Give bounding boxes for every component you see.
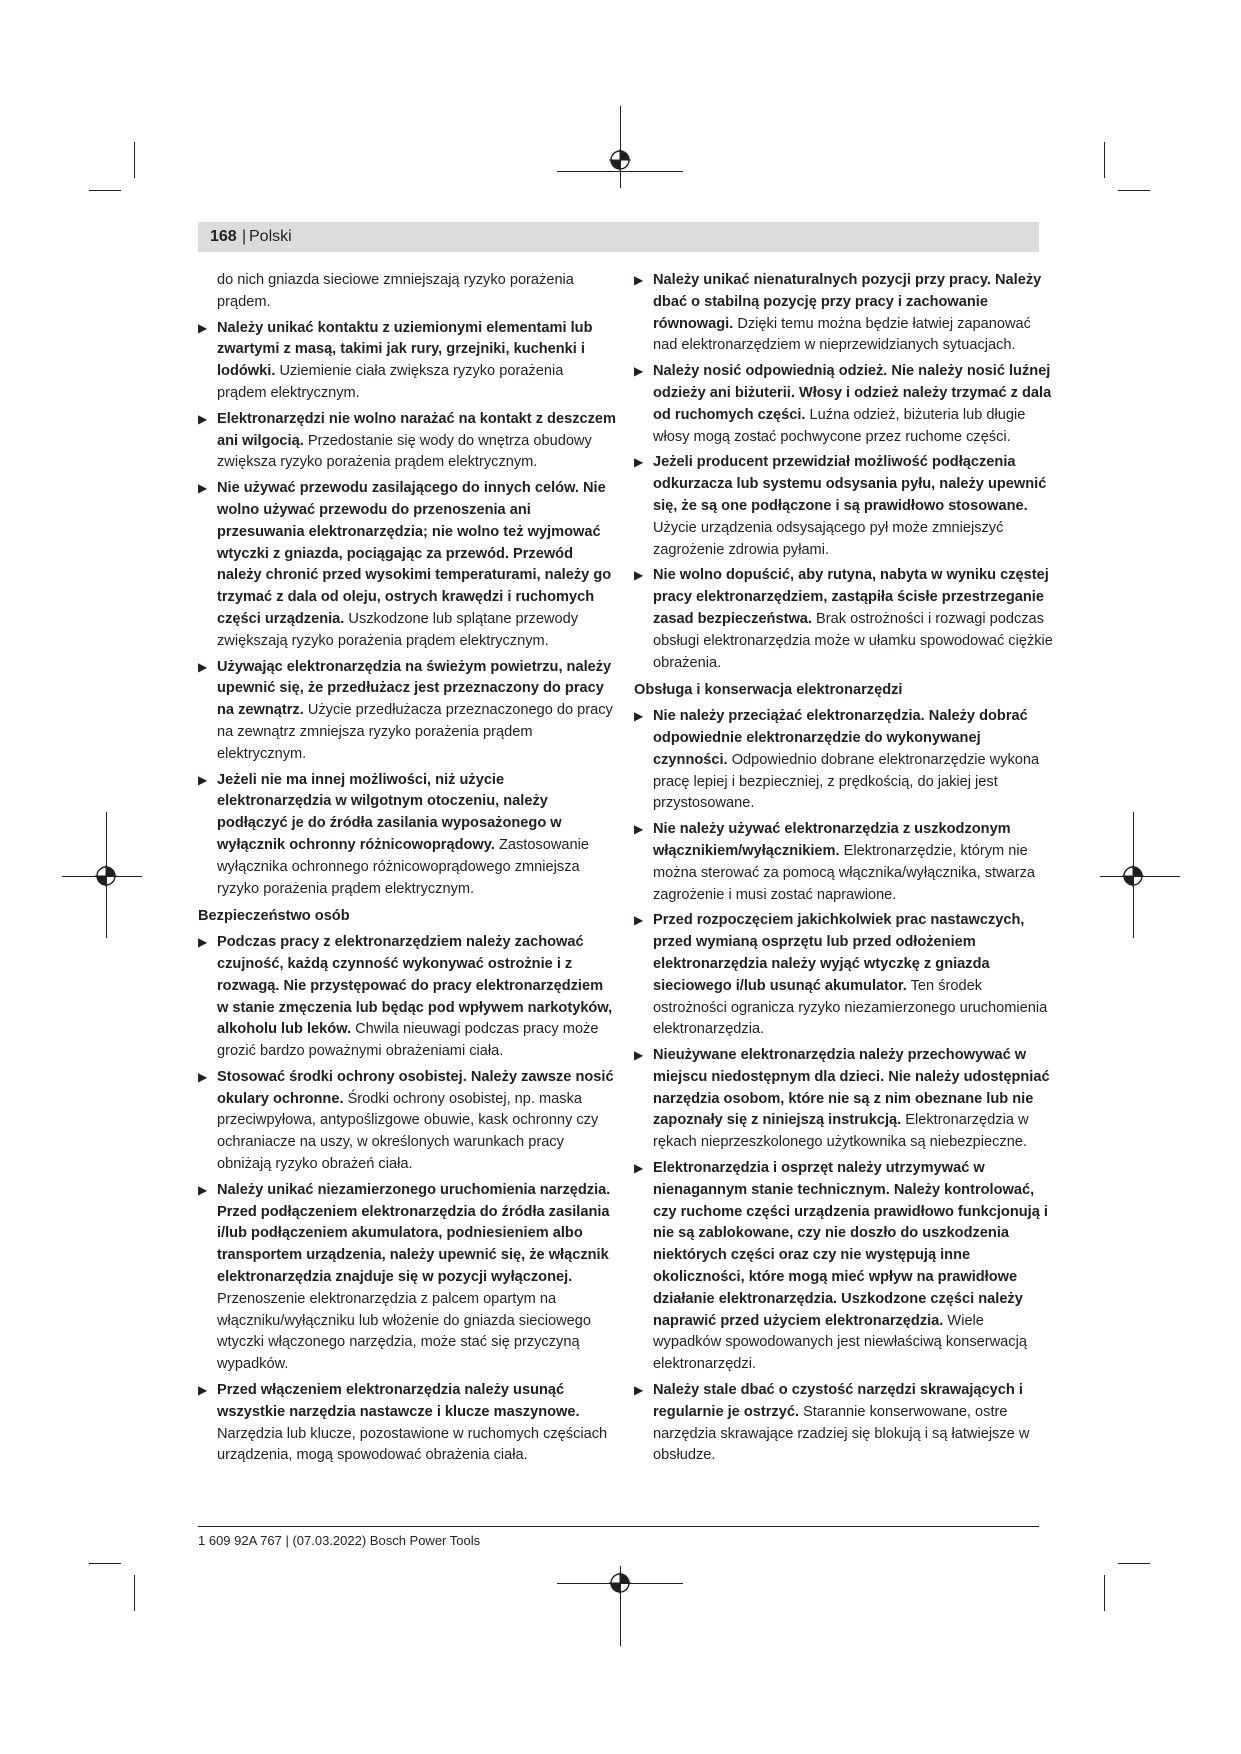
left-list-personal-safety bbox=[198, 932, 616, 1467]
warning-explanation-text: Starannie konserwowane, ostre narzędzia skrawające rzadziej się blokują i są łatwiejsze w obsłudze. bbox=[653, 1403, 1030, 1464]
header-language: Polski bbox=[249, 228, 292, 245]
list-item bbox=[198, 1180, 616, 1376]
warning-bold-text: Jeżeli nie ma innej możliwości, niż użycie elektronarzędzia w wilgotnym otoczeniu, należy podłączyć je do źródła zasilania wyposażonego w wyłącznik ochronny różnicowoprądowy. bbox=[217, 771, 562, 853]
list-item bbox=[634, 452, 1054, 561]
reg-line-top-vertical bbox=[620, 106, 621, 188]
warning-bold-text: Elektronarzędzia i osprzęt należy utrzymywać w nienagannym stanie technicznym. Należy kontrolować, czy ruchome części urządzenia prawidłowo funkcjonują i nie są zablokowane, czy nie doszło do uszkodzenia niektórych części oraz czy nie występują inne okoliczności, które mogą mieć wpływ na prawidłowe działanie elektronarzędzia. Uszkodzone części należy naprawić przed użyciem elektronarzędzia. bbox=[653, 1160, 1048, 1329]
list-item bbox=[634, 1158, 1054, 1376]
continuation-text: do nich gniazda sieciowe zmniejszają ryzyko porażenia prądem. bbox=[217, 272, 574, 310]
registration-mark-icon bbox=[1122, 865, 1144, 887]
warning-explanation-text: Narzędzia lub klucze, pozostawione w ruchomych częściach urządzenia, mogą spowodować obrażenia ciała. bbox=[217, 1425, 608, 1464]
list-item bbox=[634, 565, 1054, 674]
warning-explanation-text: Użycie przedłużacza przeznaczonego do pracy na zewnątrz zmniejsza ryzyko porażenia prądem elektrycznym. bbox=[217, 702, 613, 762]
crop-mark-top-left-vertical bbox=[134, 142, 135, 178]
warning-explanation-text: Użycie urządzenia odsysającego pył może zmniejszyć zagrożenie zdrowia pyłami. bbox=[653, 519, 1004, 558]
triangle-right-icon: ▶ bbox=[634, 709, 644, 724]
triangle-right-icon: ▶ bbox=[634, 273, 644, 287]
warning-explanation-text: Uziemienie ciała zwiększa ryzyko porażenia prądem elektrycznym. bbox=[217, 363, 564, 401]
page-number: 168 bbox=[210, 228, 237, 245]
left-list-electrical bbox=[198, 318, 616, 901]
registration-mark-icon bbox=[609, 1572, 631, 1594]
triangle-right-icon: ▶ bbox=[634, 1048, 644, 1063]
warning-bold-text: Używając elektronarzędzia na świeżym powietrzu, należy upewnić się, że przedłużacz jest przeznaczony do pracy na zewnątrz. bbox=[217, 658, 612, 719]
warning-explanation-text: Brak ostrożności i rozwagi podczas obsługi elektronarzędzia może w ułamku spowodować ciężkie obrażenia. bbox=[653, 610, 1053, 671]
warning-bold-text: Należy unikać niezamierzonego uruchomienia narzędzia. Przed podłączeniem elektronarzędzia do źródła zasilania i/lub podłączeniem akumulatora, podniesieniem albo transportem urządzenia, należy upewnić się, że włącznik elektronarzędzia znajduje się w pozycji wyłączonej. bbox=[217, 1181, 611, 1286]
crop-mark-top-left-horizontal bbox=[89, 190, 121, 191]
warning-bold-text: Nie używać przewodu zasilającego do innych celów. Nie wolno używać przewodu do przenoszenia ani przesuwania elektronarzędzia; nie wolno też wyjmować wtyczki z gniazda, pociągając za przewód. Przewód należy chronić przed wysokimi temperaturami, należy go trzymać z dala od oleju, ostrych krawędzi i ruchomych części urządzenia. bbox=[217, 480, 612, 627]
warning-explanation-text: Środki ochrony osobistej, np. maska przeciwpyłowa, antypoślizgowe obuwie, kask ochronny czy ochraniacze na uszy, w określonych warunkach pracy obniżają ryzyko obrażeń ciała. bbox=[217, 1090, 599, 1173]
triangle-right-icon: ▶ bbox=[634, 568, 644, 583]
registration-mark-icon bbox=[95, 865, 117, 887]
list-item bbox=[198, 318, 616, 405]
triangle-right-icon: ▶ bbox=[198, 1069, 208, 1084]
warning-explanation-text: Przedostanie się wody do wnętrza obudowy zwiększa ryzyko porażenia prądem elektrycznym. bbox=[217, 432, 592, 471]
section-title-use-and-care: Obsługa i konserwacja elektronarzędzi bbox=[634, 682, 903, 699]
list-item bbox=[198, 770, 616, 901]
warning-bold-text: Należy nosić odpowiednią odzież. Nie należy nosić luźnej odzieży ani biżuterii. Włosy i odzież należy trzymać z dala od ruchomych części. bbox=[653, 363, 1052, 423]
triangle-right-icon: ▶ bbox=[198, 772, 208, 787]
warning-explanation-text: Odpowiednio dobrane elektronarzędzie wykona pracę lepiej i bezpieczniej, z prędkością, do jakiej jest przystosowane. bbox=[653, 751, 1040, 812]
list-item bbox=[634, 910, 1054, 1041]
triangle-right-icon: ▶ bbox=[634, 364, 644, 379]
crop-mark-top-right-horizontal bbox=[1118, 190, 1150, 191]
list-item bbox=[198, 932, 616, 1063]
warning-explanation-text: Luźna odzież, biżuteria lub długie włosy mogą zostać pochwycone przez ruchome części. bbox=[653, 406, 1026, 445]
list-item bbox=[634, 1380, 1054, 1467]
triangle-right-icon: ▶ bbox=[198, 411, 208, 426]
warning-bold-text: Elektronarzędzi nie wolno narażać na kontakt z deszczem ani wilgocią. bbox=[217, 410, 617, 449]
list-item bbox=[198, 1380, 616, 1467]
section-title-personal-safety: Bezpieczeństwo osób bbox=[198, 908, 350, 925]
left-column bbox=[198, 270, 616, 1471]
warning-bold-text: Nie należy przeciążać elektronarzędzia. Należy dobrać odpowiednie elektronarzędzie do wykonywanej czynności. bbox=[653, 708, 1028, 768]
warning-bold-text: Należy unikać kontaktu z uziemionymi elementami lub zwartymi z masą, takimi jak rury, grzejniki, kuchenki i lodówki. bbox=[217, 319, 593, 380]
list-item bbox=[634, 361, 1054, 448]
triangle-right-icon: ▶ bbox=[198, 1182, 208, 1197]
warning-bold-text: Przed rozpoczęciem jakichkolwiek prac nastawczych, przed wymianą osprzętu lub przed odłożeniem elektronarzędzia należy wyjąć wtyczkę z gniazda sieciowego i/lub usunąć akumulator. bbox=[653, 912, 1025, 994]
warning-explanation-text: Elektronarzędzia w rękach nieprzeszkolonego użytkownika są niebezpieczne. bbox=[653, 1112, 1029, 1151]
footer-rule bbox=[198, 1526, 1039, 1527]
warning-explanation-text: Przenoszenie elektronarzędzia z palcem opartym na włączniku/wyłączniku lub włożenie do gniazda sieciowego wtyczki włączonego narzędzia, może stać się przyczyną wypadków. bbox=[217, 1290, 591, 1373]
warning-bold-text: Należy stale dbać o czystość narzędzi skrawających i regularnie je ostrzyć. bbox=[653, 1382, 1023, 1420]
triangle-right-icon: ▶ bbox=[634, 455, 644, 470]
warning-bold-text: Przed włączeniem elektronarzędzia należy usunąć wszystkie narzędzia nastawcze i klucze maszynowe. bbox=[217, 1382, 580, 1420]
right-column bbox=[634, 270, 1054, 1471]
warning-explanation-text: Uszkodzone lub splątane przewody zwiększają ryzyko porażenia prądem elektrycznym. bbox=[217, 610, 579, 649]
triangle-right-icon: ▶ bbox=[198, 320, 208, 335]
warning-explanation-text: Elektronarzędzie, którym nie można sterować za pomocą włącznika/wyłącznika, stwarza zagrożenie i musi zostać naprawione. bbox=[653, 842, 1036, 903]
triangle-right-icon: ▶ bbox=[634, 822, 644, 837]
warning-bold-text: Podczas pracy z elektronarzędziem należy zachować czujność, każdą czynność wykonywać ostrożnie i z rozwagą. Nie przystępować do pracy elektronarzędziem w stanie zmęczenia lub będąc pod wpływem narkotyków, alkoholu lub leków. bbox=[217, 934, 613, 1038]
triangle-right-icon: ▶ bbox=[198, 659, 208, 674]
crop-mark-bottom-left-horizontal bbox=[89, 1563, 121, 1564]
crop-mark-bottom-left-vertical bbox=[134, 1575, 135, 1611]
warning-bold-text: Nie należy używać elektronarzędzia z uszkodzonym włącznikiem/wyłącznikiem. bbox=[653, 821, 1011, 859]
list-item bbox=[198, 409, 616, 474]
warning-bold-text: Jeżeli producent przewidział możliwość podłączenia odkurzacza lub systemu odsysania pyłu, należy upewnić się, że są one podłączone i są prawidłowo stosowane. bbox=[653, 454, 1047, 514]
warning-bold-text: Stosować środki ochrony osobistej. Należy zawsze nosić okulary ochronne. bbox=[217, 1068, 614, 1107]
crop-mark-bottom-right-vertical bbox=[1104, 1575, 1105, 1611]
warning-explanation-text: Zastosowanie wyłącznika ochronnego różnicowoprądowego zmniejsza ryzyko porażenia prądem elektrycznym. bbox=[217, 836, 589, 897]
header-bar bbox=[198, 222, 1039, 252]
list-item bbox=[634, 706, 1054, 815]
right-list-personal-safety bbox=[634, 270, 1054, 674]
list-item bbox=[634, 819, 1054, 906]
warning-bold-text: Nieużywane elektronarzędzia należy przechowywać w miejscu niedostępnym dla dzieci. Nie należy udostępniać narzędzia osobom, które nie są z nim obeznane lub nie zapoznały się z niniejszą instrukcją. bbox=[653, 1047, 1050, 1129]
list-item bbox=[634, 270, 1054, 357]
reg-line-top-horizontal bbox=[557, 171, 683, 172]
warning-bold-text: Nie wolno dopuścić, aby rutyna, nabyta w wyniku częstej pracy elektronarzędziem, zastąpiła ścisłe przestrzeganie zasad bezpieczeństwa. bbox=[653, 567, 1049, 627]
list-item bbox=[198, 1067, 616, 1176]
triangle-right-icon: ▶ bbox=[634, 1161, 644, 1176]
crop-mark-bottom-right-horizontal bbox=[1118, 1563, 1150, 1564]
list-item bbox=[634, 1045, 1054, 1154]
warning-explanation-text: Dzięki temu można będzie łatwiej zapanować nad elektronarzędziem w nieprzewidzianych sytuacjach. bbox=[653, 315, 1031, 354]
triangle-right-icon: ▶ bbox=[198, 1383, 208, 1398]
triangle-right-icon: ▶ bbox=[198, 481, 208, 496]
warning-explanation-text: Wiele wypadków spowodowanych jest niewłaściwą konserwacją elektronarzędzi. bbox=[653, 1312, 1027, 1373]
warning-explanation-text: Chwila nieuwagi podczas pracy może grozić bardzo poważnymi obrażeniami ciała. bbox=[217, 1021, 599, 1060]
list-item bbox=[198, 478, 616, 652]
list-item bbox=[198, 657, 616, 766]
crop-mark-top-right-vertical bbox=[1104, 142, 1105, 178]
right-list-use-and-care bbox=[634, 706, 1054, 1467]
warning-explanation-text: Ten środek ostrożności ogranicza ryzyko niezamierzonego uruchomienia elektronarzędzia. bbox=[653, 977, 1048, 1038]
footer-text: 1 609 92A 767 | (07.03.2022) Bosch Power Tools bbox=[198, 1533, 481, 1548]
triangle-right-icon: ▶ bbox=[198, 935, 208, 950]
triangle-right-icon: ▶ bbox=[634, 913, 644, 928]
registration-mark-icon bbox=[609, 149, 631, 171]
triangle-right-icon: ▶ bbox=[634, 1383, 644, 1398]
header-separator: | bbox=[242, 228, 247, 245]
warning-bold-text: Należy unikać nienaturalnych pozycji przy pracy. Należy dbać o stabilną pozycję przy pracy i zachowanie równowagi. bbox=[653, 272, 1042, 332]
